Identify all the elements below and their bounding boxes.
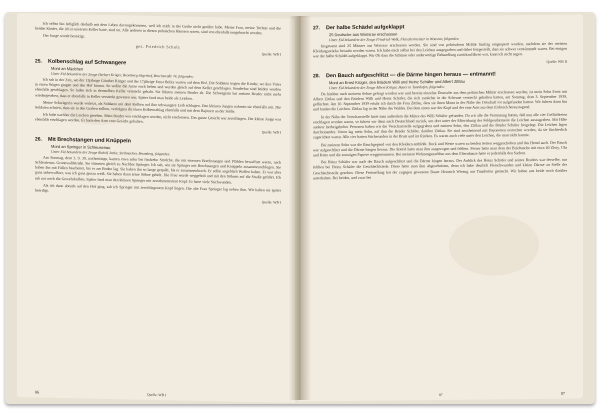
section-26 [35,136,281,206]
section-place: Mord an Springer in Schleusenau [51,143,111,150]
section-source-line: Unter Eid bekundete der Zeuge Friedrich Wolk, Fleischermeister in Wonsrav, folgendes: [329,36,460,43]
section-paragraph: Am Sonntag, dem 3. 9. 39, nachmittags, kamen etwa zehn bis fünfzehn Strolche, die mit eisernen Brechstangen und Pfählen bewaffnet waren, nach Schleusenau. Grunewaldstraße. Sie stürmten gleich zu Nachbar Springer. Ich sah, wie sie Springer mit Brechstangen und Knüppeln zusammenschlugen. Sie haben ihn mit Füßen bearbeitet, bis er am Boden lag. Sie haben ihn so lange gequält, bis er zusammenbrach. Er sollte angeblich Waffen haben. Er war aber ganz unbewaffnet, was ich ganz genau weiß. Sie haben dann seine Söhne geholt. Die Frau wurde weggeholt und mit den Söhnen auf die Straße geführt. Ich sah nur noch die Gewehrkolben. Später fand man den kleinen Springer mit zerschmettertem Kopf. Er hatte viele Stichwunden. [35,155,281,185]
page-number-left: 86 [35,389,40,395]
intro-paragraph: Ich selbst bin lediglich deshalb mit dem Leben davongekommen, weil ich mich in der Grube nicht gerührt habe. Meine Frau, meine Tochter und die beiden Kinder, die ich in unserem Keller hatte, sind tot. Alle anderen in diesen polnischen Häusern waren, sind von ebenfalls umgebracht worden. [35,21,281,36]
section-source: Quelle: WB II [546,59,567,64]
intro-paragraph: Der Junge wurde beseitigt. [43,34,85,39]
page-number-right: 87 [560,390,565,396]
section-place: Mord an Mädchen [51,65,84,72]
section-title: Mit Brechstangen und Knüppeln [47,136,131,145]
section-place: Mord an Ernst Krüger, den Brüdern Willi und Heinz Schäfer und Albert Zittlau [329,78,465,85]
section-title: Der halbe Schädel aufgeklappt [325,24,405,32]
section-number: 26. [35,136,42,143]
footer-source-left: Quelle: WB I [147,392,167,398]
section-paragraph: Meine Schwägerin wurde verletzt, als Soldaten mit dem Kolben auf ihre schwangere Leib schlugen. Den kleinen Jungen nahmen sie ebenfalls mit. Die Soldaten schrien, dass sie in den Graben sollten, verfolgten ihr einen Kolbenschlag ebenfalls und mit dem Bajonett an der Stelle. [35,100,281,114]
footer-mark-right: 87 [439,392,443,398]
section-paragraph: Bei meinem Sohn war die Bauchgegend von den Kleidern entblößt. Rock und Weste waren zu beiden Seiten weggeschoben und das Hemd auch. Der Bauch war aufgeschlitzt und die Därme hingen heraus. Die Stiefel hatte man ihm ausgezogen und fehlten. Ferner hatte man dem der Brieftasche mit etwa 40 Zloty, Uhr und Kette und die sonstigen Papiere weggenommen. Bei meinem Wohnungsnachbar aus dem Elternhause hatte er jedenfalls den Sachen. [313,140,567,158]
intro-source: Quelle: WB I [261,52,281,57]
section-title: Den Bauch aufgeschlitzt — die Därme hingen heraus — entmannt! [325,71,496,80]
section-source-line: Unter Eid bekundete der Zeuge Rudolf Janke, Stellmacher, Bromberg, folgendes: [51,149,171,157]
section-title: Kolbenschlag auf Schwangere [47,58,127,67]
left-page-content [35,21,281,394]
section-number: 25. [35,58,42,65]
right-page-content [313,23,567,394]
section-place: 25 Deutsche aus Wonsrav erschossen [329,31,398,38]
open-book [5,12,595,404]
section-source-line: Unter Eid bekundete der Zeuge Herbert Krüger, Bromberg-Jägerhof, Bruchstraße 74, folgendes: [51,71,194,79]
book-gutter [289,16,311,400]
section-27 [313,23,567,67]
section-28 [313,70,567,181]
left-page [17,13,295,403]
intro-signature: gez. Friedrich Schulz [135,43,181,50]
section-source-line: Unter Eid bekundete der Zeuge Albert Kröger, Bauer in Tannhofen, folgendes: [329,84,445,90]
section-paragraph: Ich habe nachher die Leichen gesehen. Mein Bruder war erschlagen worden, nicht erschossen. Das ganze Gesicht war zerschlagen. Der kleine Junge war ebenfalls erschlagen worden. Er hatte den Arm vors Gesicht gehalten. [35,112,281,125]
section-paragraph: In der Nähe der Verscharrstelle hatte man außerdem die Mütze des Willi Schäfer gefunden. Da wir alle die Vermutung hatten, daß nun alle vier Geflüchteten erschlagen worden waren, so fuhren wir dann nach Deutschland zurück, um dort unter der Mitwirkung der Feldgendarmerie die Leichen auszugraben. Mit Hilfe anderer herbeigeholter Personen haben wir die Verscharrstelle aufgegraben und meinen Sohn, den Zittlau und die Brüder Schäfer freigelegt. Die Leichen lagen durcheinander. Unten lag mein Sohn, auf ihm die Brüder Schäfer, darüber Zittlau. Sie sind anscheinend mit Bajonetten erstochen worden, da sie fürchterlich zugerichtet waren. Alle vier hatten Stichwunden in der Brust und im Rücken. Es waren auch viele unter den Leichen, die man nicht kannte. [313,112,567,140]
section-paragraph: Als ich dann abends auf den Hof ging, sah ich Springer mit zerschlagenem Kopf liegen. Die alte Frau Springer lag neben ihm. Wir haben sie später beerdigt. [35,183,281,193]
section-number: 27. [313,25,320,32]
section-paragraph: Da hinüber nach meinem Sohne gefragt worden war und bereits einzelne Deutsche aus dem polnischen Militär erschossen wurden, ist mein Sohn Ernst mit Albert Zittlau und den Brüdern Willi und Heinz Schäfer, die sich zunächst in der Scheune versteckt gehalten hatten, am Sonntag, dem 3. September 1939, geflüchtet. Am 10. September 1939 erfuhr ich durch die Frau Zittlau, dass sie ihren Mann in der Nähe der Ortschaft tot aufgefunden hatten. Wir fuhren dann hin und fanden die Leichen. Zittlau lag in der Nähe des Waldes. Bei dem einen war der Kopf und der eine Arm aus dem Erdreich herausragend. [313,89,567,112]
section-paragraph: Bei Heinz Schäfer war auch der Bauch aufgeschlitzt und die Därme hingen heraus. Der Anblick des Heinz Schäfer und seines Bruders war derselbe, nur fehlten bei Heinz Schäfer die Geschlechtsteile. Diese hatte man ihm abgeschnitten, denn ich habe deutlich Fleischwunden und kleine Därme an Stelle der Geschlechtsteile gesehen. Diese Feststellung hat der zugegen gewesene Bauer Heinrich Wieang aus Tannhofen gemacht. Wir haben uns beide noch darüber unterhalten. Bei beiden, und zwar bei [313,157,567,181]
section-source: Quelle: WB I [261,200,281,205]
section-paragraph: Ich sah in der Zeit, wo der 13jährige Günther Krüger und der 17jährige Ernst Bolitz warten auf dem Hof. Die Soldaten trugen die Kinder, wo ihre Väter in einen Wagen gingen und den Hof hinaus. So wollte die Arme euch heben und wurden gleich auf dem Keller geschlagen. Sonderbar sind beiden wurden ebenfalls geschlagen. So luden sich in demselben Keller versteckt gehabt. Sie führten meinen Bruder ab. Die Schwägerin hat meinen Bruder nicht mehr wiedergesehen, dass er ebenfalls in Keller versteckt gewesen war. Später fand man beide als Leichen. [35,77,281,101]
right-page [299,15,583,402]
section-paragraph: Insgesamt sind 25 Männer aus Wonsrav erschossen worden. Sie sind von polnischem Militär fünfzig eingesperrt worden, nachdem sie der meisten Kleidungsstücke beraubt worden waren. Ich habe mich selbst bei den Leichen ausgegraben und dabei festgestellt, dass sie schwer verstümmelt waren. Bei einigen war der halbe Schädel aufgeklappt. Wir Oh dass die Schüsse oder anderweitige Behandlung zurückzuführen war, kann ich nicht sagen. [313,41,567,59]
section-25 [35,58,281,135]
section-number: 28. [313,73,320,80]
section-source: Quelle: WB I [261,129,281,135]
